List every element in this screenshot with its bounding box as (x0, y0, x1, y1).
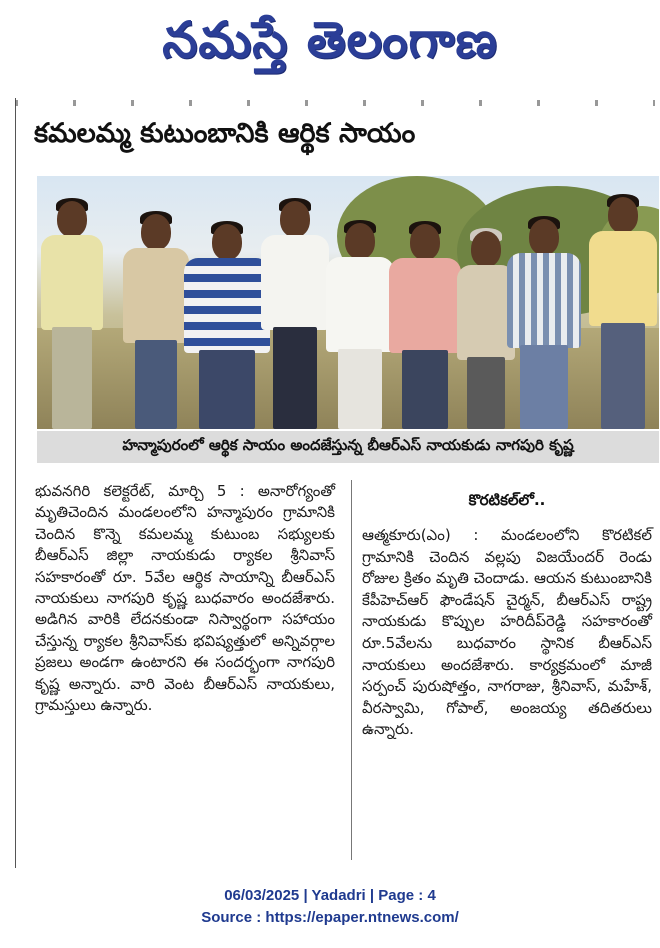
masthead (0, 0, 660, 92)
photo-person (507, 219, 581, 429)
photo-caption: హన్మాపురంలో ఆర్థిక సాయం అందజేస్తున్న బీఆర్ఎస్ నాయకుడు నాగపురి కృష్ణ (37, 431, 659, 463)
sub-article-heading: కొరటికల్‌లో.. (468, 491, 546, 509)
edition-line: 06/03/2025 | Yadadri | Page : 4 (224, 887, 436, 904)
photo-person (389, 224, 461, 429)
newspaper-logo-title: నమస్తే తెలంగాణ (162, 10, 498, 69)
source-line[interactable]: Source : https://epaper.ntnews.com/ (201, 909, 459, 926)
photo-person (261, 201, 329, 429)
page-footer (0, 885, 660, 929)
article-right-column (362, 525, 652, 741)
photo-person (184, 224, 270, 429)
article-headline: కమలమ్మ కుటుంబానికి ఆర్థిక సాయం (34, 118, 416, 149)
page-top-rule (15, 100, 655, 106)
article-body-text: భువనగిరి కలెక్టరేట్, మార్చి 5 : అనారోగ్యంతో మృతిచెందిన మండలంలోని హన్మాపురం గ్రామానికి చెందిన కొన్నె కమలమ్మ కుటుంబ సభ్యులకు బీఆర్ఎస్ జిల్లా నాయకుడు ర్యాకల శ్రీనివాస్ సహకారంతో రూ. 5వేల ఆర్థిక సాయాన్ని బీఆర్ఎస్ నాయకులు నాగపురి కృష్ణ బుధవారం అందజేశారు. అడిగిన వారికి లేదనకుండా నిస్వార్థంగా సహాయం చేస్తున్న ర్యాకల శ్రీనివాస్‌కు భవిష్యత్తులో అన్నివర్గాల ప్రజలు అండగా ఉంటారని ఈ సందర్భంగా నాగపురి కృష్ణ అన్నారు. వారి వెంట బీఆర్ఎస్ నాయకులు, గ్రామస్తులు ఉన్నారు. (35, 482, 335, 715)
photo-person (326, 223, 394, 429)
photo-person (41, 201, 103, 429)
column-divider (351, 480, 352, 860)
photo-person (123, 214, 189, 429)
article-photo (37, 176, 659, 429)
page-left-rule (15, 98, 16, 868)
photo-person (589, 197, 657, 429)
article-left-column (35, 481, 335, 716)
sub-article-body-text: ఆత్మకూరు(ఎం) : మండలంలోని కొరటికల్ గ్రామానికి చెందిన వల్లపు విజయేందర్ రెండు రోజుల క్రితం మృతి చెందాడు. ఆయన కుటుంబానికి కేపీహెచ్ఆర్ ఫౌండేషన్ చైర్మన్, బీఆర్ఎస్ రాష్ట్ర నాయకుడు కొప్పుల హరిదీప్‌రెడ్డి సహకారంతో రూ.5వేలను బుధవారం స్థానిక బీఆర్ఎస్ నాయకులు అందజేశారు. కార్యక్రమంలో మాజీ సర్పంచ్ పురుషోత్తం, నాగరాజు, శ్రీనివాస్, మహేశ్, వీరస్వామి, గోపాల్, అంజయ్య తదితరులు ఉన్నారు. (362, 526, 652, 739)
